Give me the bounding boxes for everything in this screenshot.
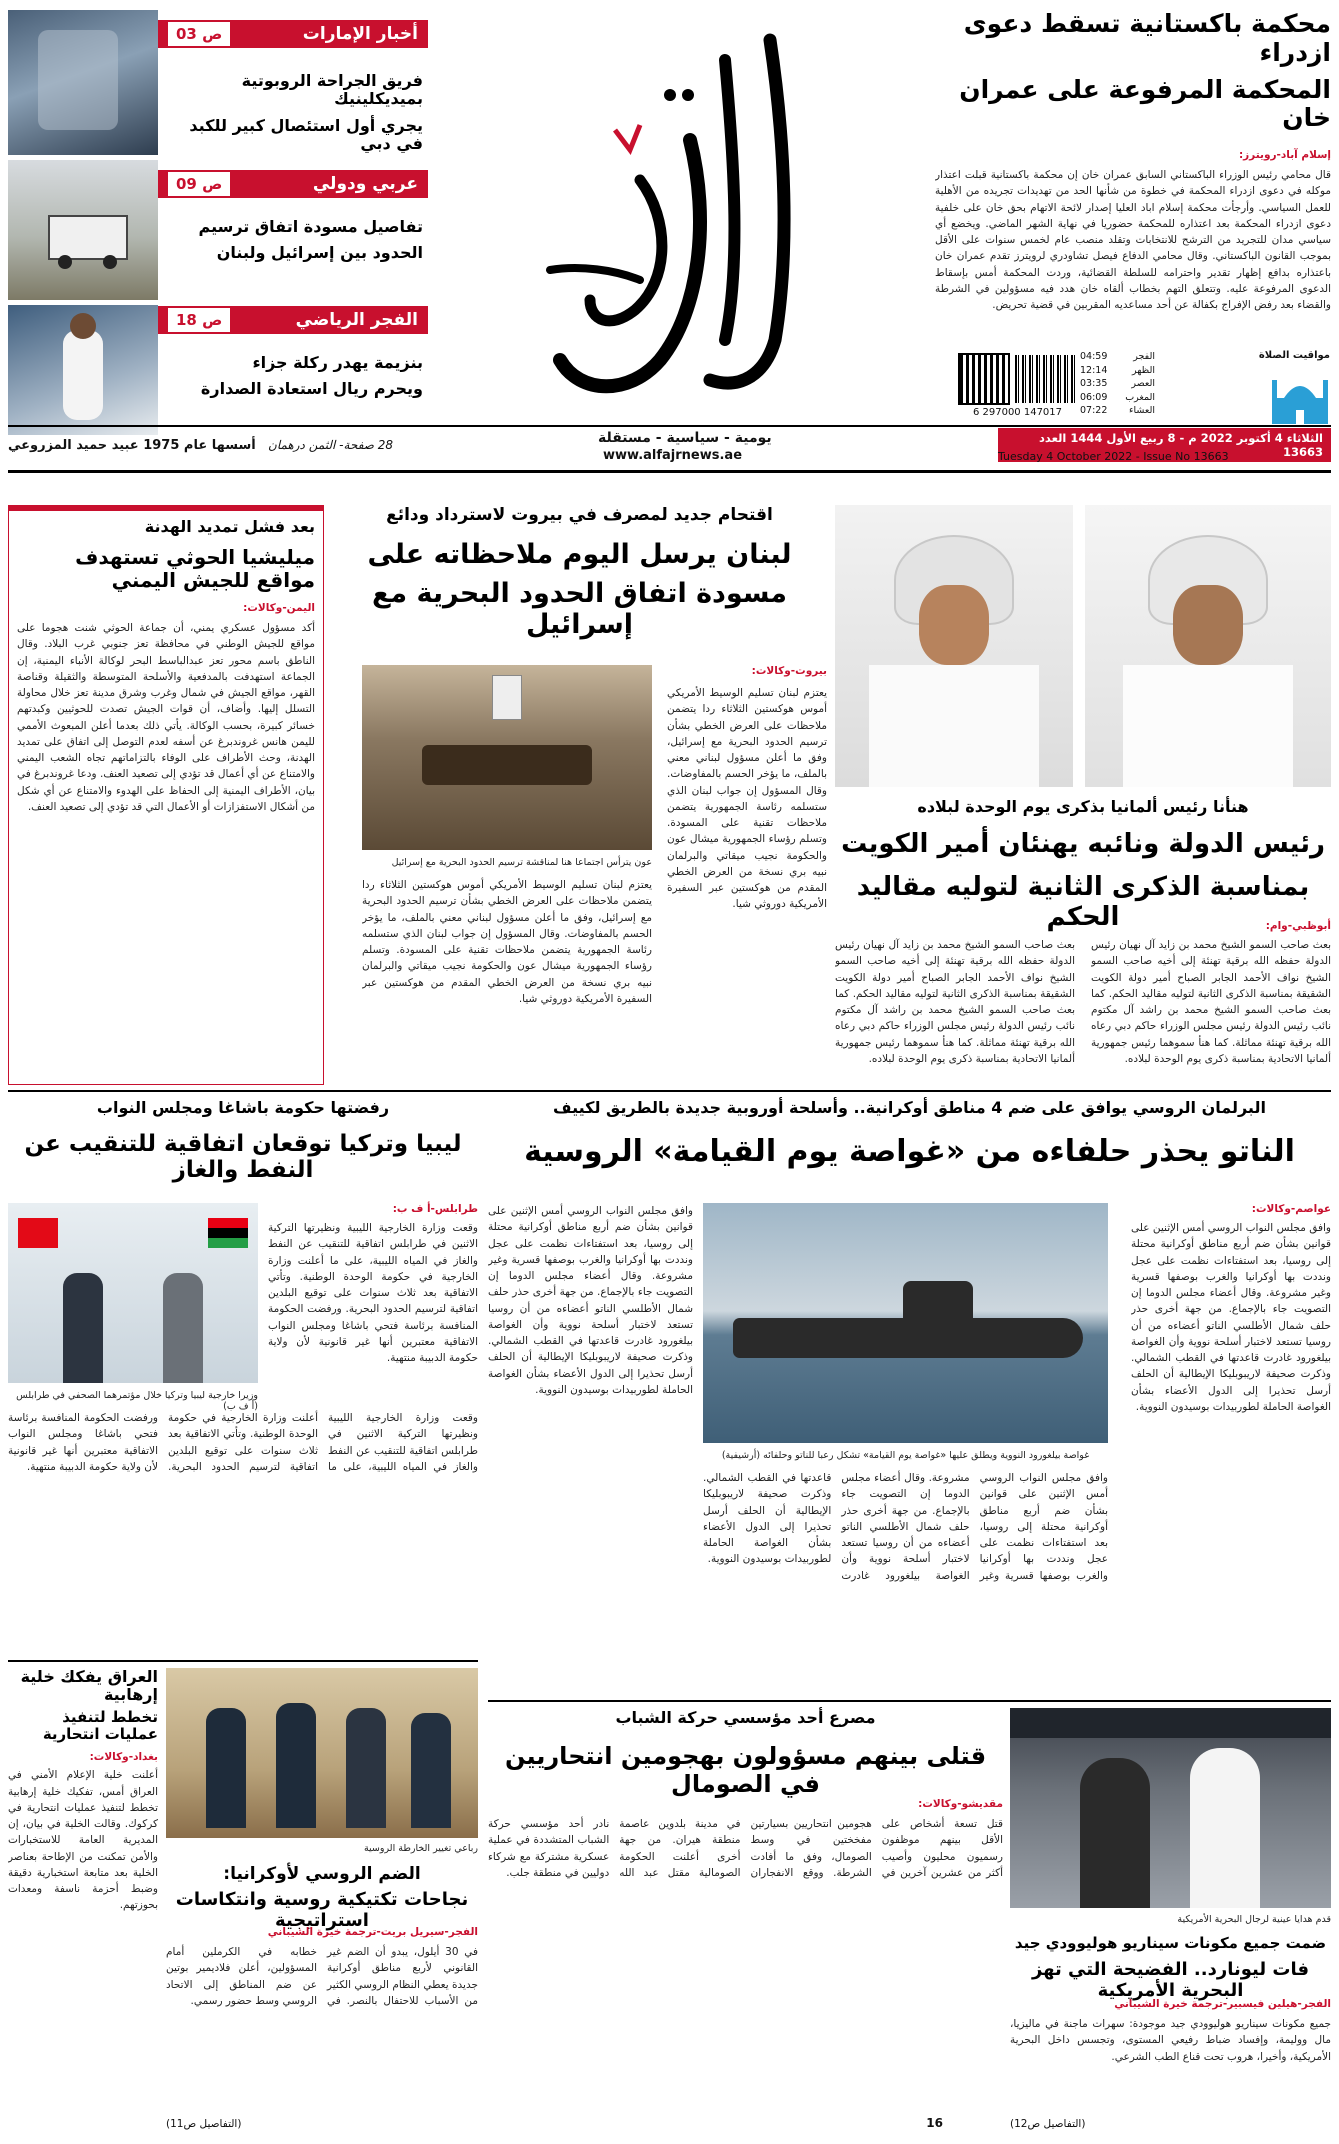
- uae-kicker: هنأنا رئيس ألمانيا بذكرى يوم الوحدة لبلاده: [917, 797, 1249, 816]
- libya-story[interactable]: [8, 1098, 478, 1658]
- libya-kicker: رفضتها حكومة باشاغا ومجلس النواب: [96, 1098, 390, 1117]
- lebanon-byline: بيروت-وكالات:: [751, 665, 827, 677]
- yemen-kicker: بعد فشل تمديد الهدنة: [144, 517, 315, 536]
- slogan: يومية - سياسية - مستقلة: [598, 430, 772, 446]
- promo-1-section: أخبار الإمارات: [302, 24, 418, 44]
- iraq-headline-1: العراق يفكك خلية إرهابية: [20, 1667, 158, 1705]
- libya-bottom-rule: [8, 1660, 478, 1662]
- promo-2-tag[interactable]: [158, 170, 428, 198]
- iraq-body: أعلنت خلية الإعلام الأمني في العراق أمس، تفكيك خلية إرهابية تخطط لتنفيذ عمليات انتحارية في كركوك. وقالت الخلية في بيان، إن المديرية العامة للاستخبارات والأمن تمكنت من الإطاحة بعناصر الخلية بعد متابعة استخبارية دقيقة وضبط أحزمة ناسفة ومعدات بحوزتهم.: [8, 1769, 158, 1912]
- nato-story[interactable]: [488, 1098, 1331, 1698]
- lebanon-story[interactable]: [332, 505, 827, 1085]
- top-story-headline-2: المحكمة المرفوعة على عمران خان: [959, 74, 1331, 133]
- uae-headline-2: بمناسبة الذكرى الثانية لتوليه مقاليد الحكم: [856, 872, 1310, 932]
- nato-byline: عواصم-وكالات:: [1251, 1203, 1331, 1215]
- top-story-headline-1: محكمة باكستانية تسقط دعوى ازدراء: [963, 9, 1331, 67]
- promo-3-page: ص 18: [168, 308, 230, 332]
- leonard-photo: [1010, 1708, 1331, 1908]
- prayer-name: الظهر: [1132, 364, 1155, 376]
- uae-photo-left: [835, 505, 1073, 787]
- annex-photo-caption: رباعي تغيير الخارطة الروسية: [363, 1843, 478, 1854]
- mosque-icon: [1270, 368, 1330, 426]
- prayer-time: 03:35: [1080, 378, 1108, 389]
- annex-body: في 30 أيلول، يبدو أن الضم غير القانوني لأربع مناطق أوكرانية جديدة يعطي النظام الروسي الكثير من الأسباب للاحتفال بالنصر. في خطابه في الكرملين أمام المسؤولين، أعلن فلاديمير بوتين عن ضم المناطق إلى الاتحاد الروسي وسط حضور رسمي.: [166, 1946, 478, 2007]
- nato-body-left: وافق مجلس النواب الروسي أمس الإثنين على قوانين بشأن ضم أربع مناطق أوكرانية محتلة إلى روسيا، بعد استفتاءات نظمت على عجل ونددت بها أوكرانيا والغرب بوصفها قسرية وغير مشروعة. وقال أعضاء مجلس الدوما إن التصويت جاء بالإجماع. من جهة أخرى حذر حلف شمال الأطلسي الناتو أعضاءه من أن روسيا تستعد لاختبار أسلحة نووية وأن الغواصة بيلغورود غادرت قاعدتها في القطب الشمالي. وذكرت صحيفة لاريبوبليكا الإيطالية أن الحلف أرسل تحذيرا إلى الدول الأعضاء بشأن الغواصة الحاملة لطوربيدات بوسيدون النووية.: [488, 1205, 693, 1396]
- row3-rule: [488, 1700, 1331, 1702]
- prayer-list: [1080, 350, 1155, 418]
- annex-kicker: الضم الروسي لأوكرانيا:: [223, 1864, 421, 1884]
- promo-3-section: الفجر الرياضي: [295, 310, 418, 330]
- promo-2-section: عربي ودولي: [312, 174, 418, 194]
- promo-1-photo: [8, 10, 158, 155]
- leonard-continued[interactable]: (التفاصيل ص12): [1010, 2118, 1086, 2130]
- prayer-name: العشاء: [1129, 405, 1155, 416]
- top-story-body: قال محامي رئيس الوزراء الباكستاني السابق عمران خان إن محكمة باكستانية قبلت اعتذار موكله في دعوى ازدراء المحكمة في خطوة من شأنها الحد من تهديدات تجريده من الأهلية للعمل السياسي. وأرجأت محكمة إسلام اباد العليا إصدار لائحة الاتهام بحق خان على خلفية دعوى ازدراء المحكمة بعد اعتذاره للمحكمة حضوريا في نهاية الشهر الماضي. ويخضع أي سياسي مدان للتجريد من الترشح للانتخابات وتقلد منصب عام لخمس سنوات على الأقل بموجب القانون الباكستاني. وقال محامي الدفاع فيصل تشاودري لرويترز تقدم عمران خان باعتذاره بدافع إظهار تقدير واحترامه للسلطة القضائية، وردت المحكمة أمس بإسقاط الدعوى المرفوعة عليه. وتتعلق التهم بخطاب ألقاه خان هدد فيه مسؤولين في الشرطة والقضاء بعد رفض الإفراج بكفالة عن أحد مساعديه المقربين في قضية تحريض.: [935, 169, 1331, 312]
- leonard-photo-caption: قدم هدايا عينية لرجال البحرية الأمريكية: [1177, 1914, 1331, 1925]
- uae-body: بعث صاحب السمو الشيخ محمد بن زايد آل نهيان رئيس الدولة حفظه الله برقية تهنئة إلى أخيه صاحب السمو الشيخ نواف الأحمد الجابر الصباح أمير دولة الكويت الشقيقة بمناسبة الذكرى الثانية لتوليه مقاليد الحكم. كما بعث صاحب السمو الشيخ محمد بن راشد آل مكتوم نائب رئيس الدولة رئيس مجلس الوزراء حاكم دبي رعاه الله برقية تهنئة مماثلة. كما هنأ سموهما رئيس جمهورية ألمانيا الاتحادية بمناسبة ذكرى يوم الوحدة لبلاده.: [1091, 939, 1331, 1065]
- prayer-name: العصر: [1131, 378, 1155, 389]
- lebanon-headline-1: لبنان يرسل اليوم ملاحظاته على: [367, 539, 792, 570]
- promo-1-line1: فريق الجراحة الروبوتية بميديكلينيك: [241, 71, 423, 109]
- date-ar: الثلاثاء 4 أكتوبر 2022 م - 8 ربيع الأول 1444 العدد 13663: [998, 428, 1331, 462]
- annex-continued[interactable]: (التفاصيل ص11): [166, 2118, 242, 2130]
- promo-3-headline[interactable]: [168, 354, 423, 399]
- masthead-strip: [8, 428, 1331, 468]
- somalia-kicker: مصرع أحد مؤسسي حركة الشباب: [615, 1708, 876, 1727]
- prayer-time: 04:59: [1080, 351, 1108, 362]
- nato-photo-caption: غواصة بيلغورود النووية ويطلق عليها «غواصة يوم القيامة» تشكل رعبا للناتو وحلفائه (أرشيفية): [721, 1450, 1090, 1461]
- lebanon-body-cont: يعتزم لبنان تسليم الوسيط الأمريكي أموس هوكستين الثلاثاء ردا يتضمن ملاحظات على العرض الخطي بشأن ترسيم الحدود البحرية مع إسرائيل، وفق ما أعلن مسؤول لبناني معني بالملف، ما يؤخر الحسم بالمفاوضات. وقال المسؤول إن جواب لبنان الذي ستسلمه رئاسة الجمهورية يتضمن ملاحظات تقنية على المسودة. وتسلم رؤساء الجمهورية ميشال عون والحكومة نجيب ميقاتي والبرلمان نبيه بري نسخة من العرض الخطي المقدم من هوكستين عبر السفيرة الأمريكية دوروثي شيا.: [362, 879, 652, 1005]
- somalia-headline: قتلى بينهم مسؤولون بهجومين انتحاريين في الصومال: [504, 1742, 987, 1798]
- nato-body: وافق مجلس النواب الروسي أمس الإثنين على قوانين بشأن ضم أربع مناطق أوكرانية محتلة إلى روسيا، بعد استفتاءات نظمت على عجل ونددت بها أوكرانيا والغرب بوصفها قسرية وغير مشروعة. وقال أعضاء مجلس الدوما إن التصويت جاء بالإجماع. من جهة أخرى حذر حلف شمال الأطلسي الناتو أعضاءه من أن روسيا تستعد لاختبار أسلحة نووية وأن الغواصة بيلغورود غادرت قاعدتها في القطب الشمالي. وذكرت صحيفة لاريبوبليكا الإيطالية أن الحلف أرسل تحذيرا إلى الدول الأعضاء بشأن الغواصة الحاملة لطوربيدات بوسيدون النووية.: [1131, 1222, 1331, 1413]
- promo-1-headline[interactable]: [168, 72, 423, 154]
- masthead-bottom-rule: [8, 470, 1331, 473]
- libya-photo: [8, 1203, 258, 1383]
- barcode-number: 6 297000 147017: [972, 407, 1063, 418]
- leonard-headline: فات ليونارد.. الفضيحة التي تهز البحرية الأمريكية: [1031, 1959, 1310, 2001]
- iraq-byline: بغداد-وكالات:: [89, 1751, 158, 1764]
- prayer-time: 06:09: [1080, 391, 1108, 403]
- promo-column: [8, 10, 428, 460]
- barcode-bars-icon: [1015, 355, 1075, 403]
- uae-headline-1: رئيس الدولة ونائبه يهنئان أمير الكويت: [841, 829, 1325, 859]
- masthead-logo[interactable]: [520, 20, 820, 410]
- promo-2-photo: [8, 160, 158, 300]
- somalia-body: قتل تسعة أشخاص على الأقل بينهم موظفون رسميون محليون وأصيب أكثر من عشرين آخرين في هجومين انتحاريين بسيارتين مفخختين في وسط الصومال، وفق ما أفادت الشرطة. ووقع الانفجاران في مدينة بلدوين عاصمة منطقة هيران. من جهة أخرى أعلنت الحكومة الصومالية مقتل عبد الله نادر أحد مؤسسي حركة الشباب المتشددة في عملية عسكرية مشتركة مع شركاء دوليين في منطقة جلب.: [488, 1818, 1003, 1879]
- nato-headline: الناتو يحذر حلفاءه من «غواصة يوم القيامة» الروسية: [524, 1134, 1295, 1169]
- somalia-byline: مقديشو-وكالات:: [918, 1798, 1003, 1810]
- prayer-name: المغرب: [1125, 391, 1155, 403]
- nato-body-cont: وافق مجلس النواب الروسي أمس الإثنين على قوانين بشأن ضم أربع مناطق أوكرانية محتلة إلى روسيا، بعد استفتاءات نظمت على عجل ونددت بها أوكرانيا والغرب بوصفها قسرية وغير مشروعة. وقال أعضاء مجلس الدوما إن التصويت جاء بالإجماع. من جهة أخرى حذر حلف شمال الأطلسي الناتو أعضاءه من أن روسيا تستعد لاختبار أسلحة نووية وأن الغواصة بيلغورود غادرت قاعدتها في القطب الشمالي. وذكرت صحيفة لاريبوبليكا الإيطالية أن الحلف أرسل تحذيرا إلى الدول الأعضاء بشأن الغواصة الحاملة لطوربيدات بوسيدون النووية.: [703, 1472, 1108, 1582]
- nato-photo: [703, 1203, 1108, 1443]
- pages-price: 28 صفحة- الثمن درهمان: [268, 438, 394, 452]
- prayer-time: 07:22: [1080, 405, 1108, 416]
- date-en: Tuesday 4 October 2022 - Issue No 13663: [998, 450, 1229, 463]
- iraq-headline-2: تخطط لتنفيذ عمليات انتحارية: [42, 1707, 158, 1744]
- lebanon-headline-2: مسودة اتفاق الحدود البحرية مع إسرائيل: [371, 578, 788, 641]
- barcode: [960, 355, 1075, 425]
- somalia-counter: 16: [926, 2116, 943, 2130]
- uae-byline: أبوظبي-وام:: [1265, 920, 1331, 932]
- leonard-story[interactable]: [1010, 1708, 1331, 2136]
- libya-byline: طرابلس-أ ف ب:: [392, 1203, 478, 1215]
- annex-photo: [166, 1668, 478, 1838]
- promo-3-tag[interactable]: [158, 306, 428, 334]
- website[interactable]: www.alfajrnews.ae: [603, 448, 743, 463]
- libya-photo-caption: وزيرا خارجية ليبيا وتركيا خلال مؤتمرهما الصحفي في طرابلس (أ ف ب): [16, 1390, 258, 1412]
- lebanon-photo-caption: عون يترأس اجتماعا هنا لمناقشة ترسيم الحدود البحرية مع إسرائيل: [391, 857, 652, 868]
- lebanon-kicker: اقتحام جديد لمصرف في بيروت لاسترداد ودائع: [386, 505, 773, 525]
- masthead-rule: [8, 425, 1331, 427]
- uae-body-cont: بعث صاحب السمو الشيخ محمد بن زايد آل نهيان رئيس الدولة حفظه الله برقية تهنئة إلى أخيه صاحب السمو الشيخ نواف الأحمد الجابر الصباح أمير دولة الكويت الشقيقة بمناسبة الذكرى الثانية لتوليه مقاليد الحكم. كما بعث صاحب السمو الشيخ محمد بن راشد آل مكتوم نائب رئيس الدولة رئيس مجلس الوزراء حاكم دبي رعاه الله برقية تهنئة مماثلة. كما هنأ سموهما رئيس جمهورية ألمانيا الاتحادية بمناسبة ذكرى يوم الوحدة لبلاده.: [835, 939, 1075, 1065]
- promo-2-page: ص 09: [168, 172, 230, 196]
- promo-3-line1: بنزيمة يهدر ركلة جزاء: [252, 353, 423, 372]
- lebanon-photo: [362, 665, 652, 850]
- yemen-body: أكد مسؤول عسكري يمني، أن جماعة الحوثي شنت هجوما على مواقع للجيش الوطني في محافظة تعز جنوبي غرب البلاد. وقال الناطق باسم محور تعز عبدالباسط البحر لوكالة الأنباء اليمنية، إن الجماعة استهدفت بالمدفعية والأسلحة المتوسطة والثقيلة وقناصة القهر، مواقع الجيش في شمال وغرب وشرق مدينة تعز خلال محاولة التسلل إليها. وأضاف، أن قوات الجيش تصدت للحوثيين وكبدتهم خسائر كبيرة، بحسب الوكالة. يأتي ذلك بعدما أعلن المبعوث الأممي لليمن هانس غروندبرغ عن أسفه لعدم التوصل إلى اتفاق على تمديد الهدنة، وحث الأطراف على الوفاء بالتزاماتهم تجاه الشعب اليمني والامتناع عن أي أعمال قد تؤدي إلى تصعيد العنف. ودعا غروندبرغ في بيان، الأطراف اليمنية إلى الحفاظ على الهدوء والامتناع عن أي شكل من أشكال الاستفزازات أو الأعمال التي قد تؤدي إلى تصعيد العنف.: [17, 622, 315, 813]
- leonard-body: جميع مكونات سيناريو هوليوودي جيد موجودة: سهرات ماجنة في ماليزيا، مال ووليمة، وإفساد ضباط رفيعي المستوى، وتجسس داخل البحرية الأمريكية، وأخيرا، هروب تحت قناع الطب الشرعي.: [1010, 2018, 1331, 2063]
- yemen-story[interactable]: [8, 505, 324, 1085]
- promo-2-headline[interactable]: [168, 218, 423, 263]
- annex-story[interactable]: [166, 1668, 478, 2136]
- logo-calligraphy-icon: [520, 20, 820, 410]
- prayer-time: 12:14: [1080, 364, 1108, 376]
- libya-body-cont: وقعت وزارة الخارجية الليبية ونظيرتها التركية الاثنين في طرابلس اتفاقية للتنقيب عن النفط والغاز في المياه الليبية، على ما أعلنت وزارة الخارجية في حكومة الوحدة الوطنية. وتأتي الاتفاقية بعد ثلاث سنوات على توقيع البلدين اتفاقية لترسيم الحدود البحرية. ورفضت الحكومة المنافسة برئاسة فتحي باشاغا ومجلس النواب الاتفاقية معتبرين أنها غير قانونية لأن ولاية حكومة الدبيبة منتهية.: [8, 1412, 478, 1473]
- somalia-story[interactable]: [488, 1708, 1003, 2136]
- iraq-story[interactable]: [8, 1668, 158, 2136]
- top-story[interactable]: [935, 10, 1331, 340]
- lebanon-body: يعتزم لبنان تسليم الوسيط الأمريكي أموس هوكستين الثلاثاء ردا يتضمن ملاحظات على العرض الخطي بشأن ترسيم الحدود البحرية مع إسرائيل، وفق ما أعلن مسؤول لبناني معني بالملف، ما يؤخر الحسم بالمفاوضات. وقال المسؤول إن جواب لبنان الذي ستسلمه رئاسة الجمهورية يتضمن ملاحظات تقنية على المسودة. وتسلم رؤساء الجمهورية ميشال عون والحكومة نجيب ميقاتي والبرلمان نبيه بري نسخة من العرض الخطي المقدم من هوكستين عبر السفيرة الأمريكية دوروثي شيا.: [667, 687, 827, 911]
- qr-code-icon: [960, 355, 1008, 403]
- prayer-title: مواقيت الصلاة: [1258, 350, 1330, 361]
- nato-kicker: البرلمان الروسي يوافق على ضم 4 مناطق أوكرانية.. وأسلحة أوروبية جديدة بالطريق لكييف: [553, 1098, 1266, 1117]
- promo-1-page: ص 03: [168, 22, 230, 46]
- promo-3-line2: ويحرم ريال استعادة الصدارة: [200, 379, 423, 399]
- annex-byline: الفجر-سيريل بريت-ترجمة خيرة الشيباني: [267, 1926, 478, 1938]
- uae-story[interactable]: [835, 505, 1331, 1085]
- promo-1-line2: يجري أول استئصال كبير للكبد في دبي: [189, 115, 423, 154]
- promo-1-tag[interactable]: [158, 20, 428, 48]
- promo-3-photo: [8, 305, 158, 435]
- prayer-name: الفجر: [1133, 351, 1155, 362]
- founded-line: أسسها عام 1975 عبيد حميد المزروعي: [8, 438, 256, 453]
- leonard-kicker: ضمت جميع مكونات سيناريو هوليوودي جيد: [1014, 1934, 1327, 1952]
- yemen-headline: ميليشيا الحوثي تستهدف مواقع للجيش اليمني: [75, 545, 315, 592]
- yemen-byline: اليمن-وكالات:: [243, 602, 315, 614]
- promo-2-line2: الحدود بين إسرائيل ولبنان: [216, 243, 423, 263]
- promo-2-line1: تفاصيل مسودة اتفاق ترسيم: [198, 217, 423, 236]
- row2-rule: [8, 1090, 1331, 1092]
- annex-headline: نجاحات تكتيكية روسية وانتكاسات استراتيجية: [175, 1889, 469, 1931]
- top-story-byline: إسلام آباد-رويترز:: [1238, 149, 1331, 161]
- libya-body: وقعت وزارة الخارجية الليبية ونظيرتها التركية الاثنين في طرابلس اتفاقية للتنقيب عن النفط والغاز في المياه الليبية، على ما أعلنت وزارة الخارجية في حكومة الوحدة الوطنية. وتأتي الاتفاقية بعد ثلاث سنوات على توقيع البلدين اتفاقية لترسيم الحدود البحرية. ورفضت الحكومة المنافسة برئاسة فتحي باشاغا ومجلس النواب الاتفاقية معتبرين أنها غير قانونية لأن ولاية حكومة الدبيبة منتهية.: [268, 1222, 478, 1365]
- libya-headline: ليبيا وتركيا توقعان اتفاقية للتنقيب عن النفط والغاز: [24, 1131, 462, 1184]
- uae-photo-right: [1085, 505, 1331, 787]
- prayer-box: [1150, 350, 1330, 430]
- leonard-byline: الفجر-هيلين فيسبير-ترجمة خيرة الشيباني: [1114, 1998, 1331, 2010]
